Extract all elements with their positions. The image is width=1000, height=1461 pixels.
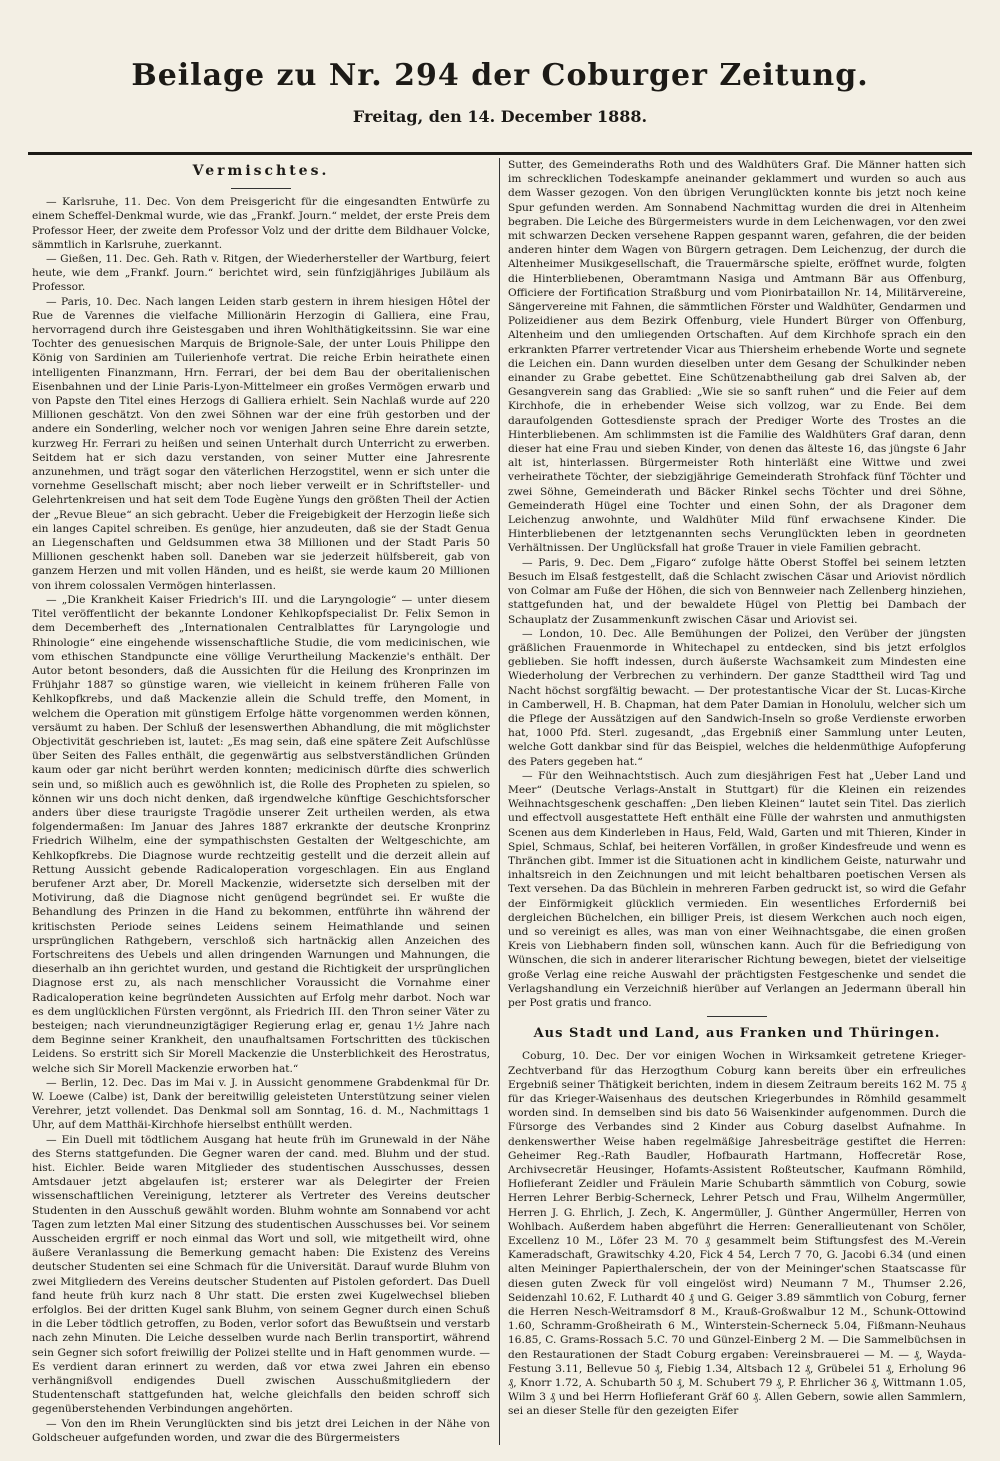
article-paragraph: — Für den Weihnachtstisch. Auch zum diesjährigen Fest hat „Ueber Land und Meer“ (Deutsche Verlags-Anstalt in Stuttgart) für die Kleinen ein reizendes Weihnachtsgeschenk geschaffen: „Den lieben Kleinen“ lautet sein Titel. Das zierlich und effectvoll ausgestattete Heft enthält eine Fülle der wahrsten und anmuthigsten Scenen aus dem Kinderleben in Haus, Feld, Wald, Garten und mit Thieren, Kinder in Spiel, Schmaus, Schlaf, bei heiteren Vorfällen, in großer Kindesfreude und wenn es Thränchen gibt. Immer ist die Situationen acht in kindlichem Geiste, naturwahr und inhaltsreich in den Zeichnungen und mit leicht behaltbaren poetischen Versen als Text versehen. Da das Büchlein in mehreren Farben gedruckt ist, so wird die Gefahr der Einförmigkeit glücklich vermieden. Ein wesentliches Erforderniß bei dergleichen Büchelchen, ein billiger Preis, ist diesem Werkchen auch noch eigen, und so vereinigt es alles, was man von einer Weihnachtsgabe, die einen großen Kreis von Liebhabern finden soll, wünschen kann. Auch für die Befriedigung von Wünschen, die sich in anderer literarischer Richtung bewegen, bietet der vielseitige große Verlag eine reiche Auswahl der prächtigsten Festgeschenke und sendet die Verlagshandlung ein Verzeichniß hierüber auf Verlangen an Jedermann überall hin per Post gratis und franco. (508, 769, 966, 1009)
article-paragraph: Sutter, des Gemeinderaths Roth und des Waldhüters Graf. Die Männer hatten sich im schrecklichen Todeskampfe aneinander geklammert und wurden so auch aus dem Wasser gezogen. Von den übrigen Verunglückten konnte bis jetzt noch keine Spur gefunden werden. Am Sonnabend Nachmittag wurden die drei in Altenheim begraben. Die Leiche des Bürgermeisters wurde in dem Leichenwagen, vor den zwei mit schwarzen Decken versehene Rappen gespannt waren, gefahren, die der beiden anderen hinter dem Wagen von Bürgern getragen. Dem Leichenzug, der durch die Altenheimer Musikgesellschaft, die Trauermärsche spielte, eröffnet wurde, folgten die Hinterbliebenen, Oberamtmann Nasiga und Amtmann Bär aus Offenburg, Officiere der Fortification Straßburg und vom Pionirbataillon Nr. 14, Militärvereine, Sängervereine mit Fahnen, die sämmtlichen Förster und Waldhüter, Gendarmen und Polizeidiener aus dem Bezirk Offenburg, viele Hundert Bürger von Offenburg, Altenheim und den umliegenden Ortschaften. Auf dem Kirchhofe sprach ein den erkrankten Pfarrer vertretender Vicar aus Thiersheim erhebende Worte und segnete die Leichen ein. Dann wurden dieselben unter dem Gesang der Schulkinder neben einander zu Grabe gebettet. Eine Schützenabtheilung gab drei Salven ab, der Gesangverein sang das Grablied: „Wie sie so sanft ruhen“ und die Feier auf dem Kirchhofe, die in erhebender Weise sich vollzog, war zu Ende. Bei dem daraufolgenden Gottesdienste sprach der Prediger Worte des Trostes an die Hinterbliebenen. Am schlimmsten ist die Familie des Waldhüters Graf daran, denn dieser hat eine Frau und sieben Kinder, von denen das älteste 16, das jüngste 6 Jahr alt ist, hinterlassen. Bürgermeister Roth hinterläßt eine Wittwe und zwei verheirathete Töchter, der siebzigjährige Gemeinderath Strohfack fünf Töchter und zwei Söhne, Gemeinderath und Bäcker Rinkel sechs Töchter und drei Söhne, Gemeinderath Hügel eine Tochter und einen Sohn, der als Dragoner dem Leichenzug anwohnte, und Waldhüter Mild fünf erwachsene Kinder. Die Hinterbliebenen der letztgenannten sechs Verunglückten leben in geordneten Verhältnissen. Der Unglücksfall hat große Trauer in viele Familien gebracht. (508, 159, 966, 555)
article-paragraph: — Gießen, 11. Dec. Geh. Rath v. Ritgen, der Wiederhersteller der Wartburg, feiert heute, wie dem „Frankf. Journ.“ berichtet wird, sein fünfzigjähriges Jubiläum als Professor. (32, 253, 490, 294)
section-rule (707, 1016, 767, 1017)
article-paragraph: — Karlsruhe, 11. Dec. Von dem Preisgericht für die eingesandten Entwürfe zu einem Scheffel-Denkmal wurde, wie das „Frankf. Journ.“ meldet, der erste Preis dem Professor Heer, der zweite dem Professor Volz und der dritte dem Bildhauer Volcke, sämmtlich in Karlsruhe, zuerkannt. (32, 196, 490, 251)
article-paragraph: — Berlin, 12. Dec. Das im Mai v. J. in Aussicht genommene Grabdenkmal für Dr. W. Loewe (Calbe) ist, Dank der bereitwillig geleisteten Unterstützung seiner vielen Verehrer, jetzt vollendet. Das Denkmal soll am Sonntag, 16. d. M., Nachmittags 1 Uhr, auf dem Matthäi-Kirchhofe hierselbst enthüllt werden. (32, 1076, 490, 1132)
left-column (32, 158, 490, 1445)
article-paragraph: Coburg, 10. Dec. Der vor einigen Wochen in Wirksamkeit getretene Krieger-Zechtverband für das Herzogthum Coburg kann bereits über ein erfreuliches Ergebniß seiner Thätigkeit berichten, indem in diesem Zeitraum bereits 162 M. 75 ₰ für das Krieger-Waisenhaus des deutschen Kriegerbundes in Römhild gesammelt worden sind. In demselben sind bis dato 56 Waisenkinder aufgenommen. Durch die Fürsorge des Verbandes sind 2 Kinder aus Coburg daselbst Aufnahme. In denkenswerther Weise haben regelmäßige Jahresbeiträge gestiftet die Herren: Geheimer Reg.-Rath Baudler, Hofbaurath Hartmann, Hoffecretär Rose, Archivsecretär Heusinger, Hofamts-Assistent Roßteutscher, Kaufmann Römhild, Hoflieferant Zeidler und Fräulein Marie Schubarth sämmtlich von Coburg, sowie Herren Lehrer Berbig-Scherneck, Lehrer Petsch und Frau, Wilhelm Angermüller, Herren J. G. Ehrlich, J. Zech, K. Angermüller, J. Günther Angermüller, Herren von Wohlbach. Außerdem haben abgeführt die Herren: Generallieutenant von Schöler, Excellenz 10 M., Löfer 23 M. 70 ₰ gesammelt beim Stiftungsfest des M.-Verein Kameradschaft, Grawitschky 4.20, Fick 4 54, Lerch 7 70, G. Jacobi 6.34 (und einen alten Meininger Papierthalerschein, der von der Meininger'schen Staatscasse für diesen guten Zweck für voll eingelöst wird) Neumann 7 M., Thumser 2.26, Seidenzahl 10.62, F. Luthardt 40 ₰ und G. Geiger 3.89 sämmtlich von Coburg, ferner die Herren Nesch-Weitramsdorf 8 M., Krauß-Großwalbur 12 M., Schunk-Ottowind 1.60, Schramm-Großheirath 6 M., Winterstein-Scherneck 5.04, Fißmann-Neuhaus 16.85, C. Grams-Rossach 5.C. 70 und Günzel-Einberg 2 M. — Die Sammelbüchsen in den Restaurationen der Stadt Coburg ergaben: Vereinsbrauerei — M. — ₰, Wayda-Festung 3.11, Bellevue 50 ₰, Fiebig 1.34, Altsbach 12 ₰, Grübelei 51 ₰, Erholung 96 ₰, Knorr 1.72, A. Schubarth 50 ₰, M. Schubert 79 ₰, P. Ehrlicher 36 ₰, Wittmann 1.05, Wilm 3 ₰ und bei Herrn Hoflieferant Gräf 60 ₰. Allen Gebern, sowie allen Sammlern, sei an dieser Stelle für den gezeigten Eifer (508, 1050, 966, 1418)
masthead (40, 58, 960, 126)
newspaper-title: Beilage zu Nr. 294 der Coburger Zeitung. (131, 58, 869, 93)
article-paragraph: — London, 10. Dec. Alle Bemühungen der Polizei, den Verüber der jüngsten gräßlichen Frauenmorde in Whitechapel zu entdecken, sind bis jetzt erfolglos geblieben. Sie hofft indessen, durch äußerste Wachsamkeit zum Mindesten eine Wiederholung der Verbrechen zu verhindern. Der ganze Stadttheil wird Tag und Nacht höchst sorgfältig bewacht. — Der protestantische Vicar der St. Lucas-Kirche in Camberwell, H. B. Chapman, hat dem Pater Damian in Honolulu, welcher sich um die Pflege der Aussätzigen auf den Sandwich-Inseln so große Verdienste erworben hat, 1000 Pfd. Sterl. zugesandt, „das Ergebniß einer Sammlung unter Leuten, welche Gott dankbar sind für das Beispiel, welches die heldenmüthige Aufopferung des Paters gegeben hat.“ (508, 627, 966, 768)
right-column (508, 158, 966, 1445)
heading-rule (231, 188, 291, 189)
section-heading-vermischtes: Vermischtes. (192, 163, 330, 179)
article-paragraph: — „Die Krankheit Kaiser Friedrich's III. und die Laryngologie“ — unter diesem Titel veröffentlicht der bekannte Londoner Kehlkopfspecialist Dr. Felix Semon in dem Decemberheft des „Internationalen Centralblattes für Laryngologie und Rhinologie“ eine eingehende wissenschaftliche Studie, die vom medicinischen, wie vom ethischen Standpuncte eine völlige Verurtheilung Mackenzie's enthält. Der Autor betont besonders, daß die Aussichten für die Heilung des Kronprinzen im Frühjahr 1887 so günstige waren, wie vielleicht in keinem früheren Falle von Kehlkopfkrebs, und daß Mackenzie allein die Schuld treffe, den Moment, in welchem die Operation mit günstigem Erfolge hätte vorgenommen werden können, versäumt zu haben. Der Schluß der lesenswerthen Abhandlung, die mit möglichster Objectivität geschrieben ist, lautet: „Es mag sein, daß eine spätere Zeit Aufschlüsse über Seiten des Falles enthält, die gegenwärtig aus selbstverständlichen Gründen kaum oder gar nicht berührt werden konnten; medicinisch dürfte dies schwerlich sein und, so mißlich auch es gewöhnlich ist, die Rolle des Propheten zu spielen, so können wir uns doch nicht denken, daß irgendwelche künftige Geschichtsforscher anders über diese traurigste Tragödie unserer Zeit urtheilen werden, als etwa folgendermaßen: Im Januar des Jahres 1887 erkrankte der deutsche Kronprinz Friedrich Wilhelm, eine der sympathischsten Gestalten der Weltgeschichte, am Kehlkopfkrebs. Die Diagnose wurde rechtzeitig gestellt und die derzeit allein auf Rettung Aussicht gebende Radicaloperation vorgeschlagen. Ein aus England berufener Arzt aber, Dr. Morell Mackenzie, widersetzte sich derselben mit der Motivirung, daß die Diagnose nicht genügend begründet sei. Er wußte die Behandlung des Prinzen in die Hand zu bekommen, entführte ihn während der kritischsten Periode seines Leidens seinem Heimathlande und seinen ursprünglichen Rathgebern, verschloß sich hartnäckig allen Anzeichen des Fortschreitens des Uebels und allen dringenden Warnungen und Mahnungen, die dieserhalb an ihn gerichtet wurden, und gestand die Richtigkeit der ursprünglichen Diagnose erst zu, als nach menschlicher Voraussicht die Vornahme einer Radicaloperation keine begründeten Aussichten auf Erfolg mehr darbot. Noch war es dem unglücklichen Fürsten vergönnt, als Friedrich III. den Thron seiner Väter zu besteigen; nach vierundneunzigtägiger Regierung erlag er, genau 1½ Jahre nach dem Beginne seiner Krankheit, den unaufhaltsamen Fortschritten des tückischen Leidens. So erstritt sich Sir Morell Mackenzie die Unsterblichkeit des Herostratus, welche sich Sir Morell Mackenzie erworben hat.“ (32, 593, 490, 1075)
section-heading-stadt-land: Aus Stadt und Land, aus Franken und Thüringen. (533, 1026, 941, 1042)
issue-date: Freitag, den 14. December 1888. (352, 107, 648, 126)
header-rule (28, 152, 972, 155)
column-divider (499, 158, 500, 1445)
article-paragraph: — Paris, 10. Dec. Nach langen Leiden starb gestern in ihrem hiesigen Hôtel der Rue de Varennes die vielfache Millionärin Herzogin di Galliera, eine Frau, hervorragend durch ihre Geistesgaben und ihren Wohlthätigkeitssinn. Sie war eine Tochter des genuesischen Marquis de Brignole-Sale, der unter Louis Philippe den König von Sardinien am Tuilerienhofe vertrat. Die reiche Erbin heirathete einen intelligenten Finanzmann, Hrn. Ferrari, der bei dem Bau der oberitalienischen Eisenbahnen und der Linie Paris-Lyon-Mittelmeer ein großes Vermögen erwarb und von Papste den Titel eines Herzogs di Galliera erhielt. Sein Nachlaß wurde auf 220 Millionen geschätzt. Von den zwei Söhnen war der eine früh gestorben und der andere ein Sonderling, welcher noch vor wenigen Jahren seine Ehre darein setzte, kurzweg Hr. Ferrari zu heißen und seinen Unterhalt durch Unterricht zu erwerben. Seitdem hat er sich dazu verstanden, von seiner Mutter eine Jahresrente anzunehmen, und trägt sogar den väterlichen Herzogstitel, wenn er sich unter die vornehme Gesellschaft mischt; aber noch lieber verweilt er in Schriftsteller- und Gelehrtenkreisen und hat seit dem Tode Eugène Yungs den größten Theil der Actien der „Revue Bleue“ an sich gebracht. Ueber die Freigebigkeit der Herzogin ließe sich ein langes Capitel schreiben. Es genüge, hier anzudeuten, daß sie der Stadt Genua an Liegenschaften und Geldsummen etwa 38 Millionen und der Stadt Paris 50 Millionen geschenkt haben soll. Daneben war sie jederzeit hülfsbereit, gab von ganzem Herzen und mit vollen Händen, und es heißt, sie werde kaum 20 Millionen von ihrem colossalen Vermögen hinterlassen. (32, 295, 490, 592)
article-paragraph: — Paris, 9. Dec. Dem „Figaro“ zufolge hätte Oberst Stoffel bei seinem letzten Besuch im Elsaß festgestellt, daß die Schlacht zwischen Cäsar und Ariovist nördlich von Colmar am Fuße der Höhen, die sich von Bennweier nach Zellenberg hinziehen, stattgefunden hat, und der bewaldete Hügel von Plettig bei Dambach der Schauplatz der Zusammenkunft zwischen Cäsar und Ariovist sei. (508, 556, 966, 626)
article-paragraph: — Ein Duell mit tödtlichem Ausgang hat heute früh im Grunewald in der Nähe des Sterns stattgefunden. Die Gegner waren der cand. med. Bluhm und der stud. hist. Eichler. Beide waren Mitglieder des studentischen Ausschusses, dessen Amtsdauer jetzt abgelaufen ist; ersterer war als Delegirter der Freien wissenschaftlichen Vereinigung, letzterer als Vertreter des Vereins deutscher Studenten in den Ausschuß gewählt worden. Bluhm wohnte am Sonnabend vor acht Tagen zum letzten Mal einer Sitzung des studentischen Ausschusses bei. Vor seinem Ausscheiden ergriff er noch einmal das Wort und soll, wie mitgetheilt wird, ohne äußere Veranlassung die Bemerkung gemacht haben: Die Existenz des Vereins deutscher Studenten sei eine Schmach für die Universität. Darauf wurde Bluhm von zwei Mitgliedern des Vereins deutscher Studenten auf Pistolen gefordert. Das Duell fand heute früh kurz nach 8 Uhr statt. Die ersten zwei Kugelwechsel blieben erfolglos. Bei der dritten Kugel sank Bluhm, von seinem Gegner durch einen Schuß in die Leber tödtlich getroffen, zu Boden, verlor sofort das Bewußtsein und verstarb nach zehn Minuten. Die Leiche desselben wurde nach Berlin transportirt, während sein Gegner sich sofort freiwillig der Polizei stellte und in Haft genommen wurde. — Es verdient daran erinnert zu werden, daß vor etwa zwei Jahren ein ebenso verhängnißvoll endigendes Duell zwischen Ausschußmitgliedern der Studentenschaft stattgefunden hat, welche gleichfalls den beiden schroff sich gegenüberstehenden Verbindungen angehörten. (32, 1133, 490, 1416)
article-paragraph: — Von den im Rhein Verunglückten sind bis jetzt drei Leichen in der Nähe von Goldscheuer aufgefunden worden, und zwar die des Bürgermeisters (32, 1417, 490, 1444)
